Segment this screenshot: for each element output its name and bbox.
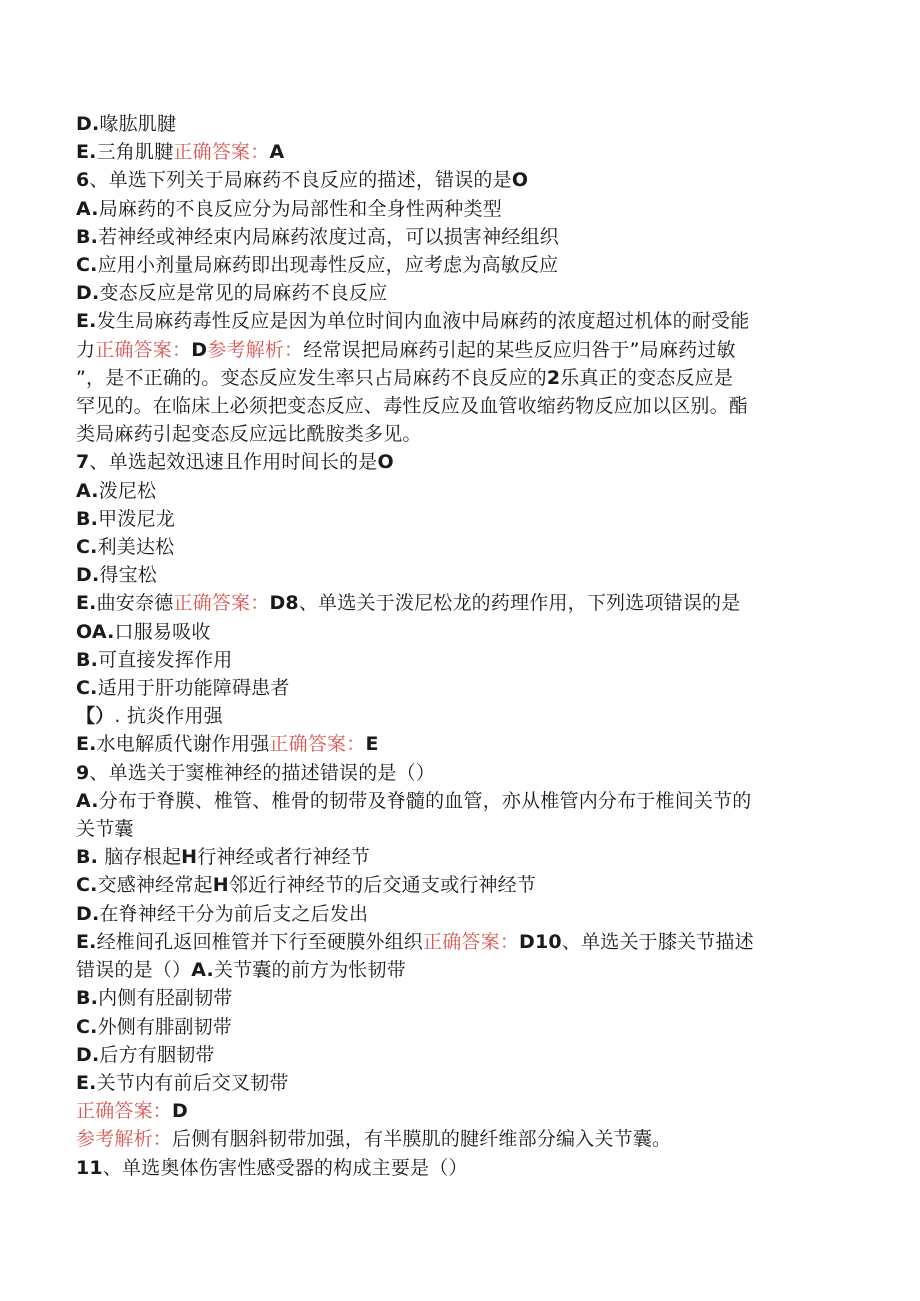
text-segment: 11	[76, 1156, 103, 1179]
text-segment: D.	[76, 902, 100, 925]
text-segment: 曲安奈德	[96, 592, 174, 615]
text-segment: 关节囊	[76, 818, 134, 841]
text-line	[76, 561, 846, 589]
text-segment: E.	[76, 310, 97, 333]
text-line	[76, 364, 846, 392]
text-segment: ”，是不正确的。变态反应发生率只占局麻药不良反应的	[76, 366, 547, 389]
text-line	[76, 843, 846, 871]
text-segment: 、单选下列关于局麻药不良反应的描述，错误的是	[89, 169, 512, 192]
text-segment: 外侧有腓副韧带	[97, 1015, 232, 1038]
text-line	[76, 1069, 846, 1097]
text-segment: B.	[76, 987, 99, 1010]
text-line	[76, 928, 846, 956]
text-segment: 甲泼尼龙	[98, 507, 175, 530]
text-segment: O	[511, 169, 529, 192]
text-segment: C.	[76, 254, 98, 277]
text-segment: 应用小剂量局麻药即出现毒性反应，应考虑为高敏反应	[97, 254, 559, 277]
text-segment: E	[365, 733, 379, 756]
text-segment: 6	[76, 169, 90, 192]
text-segment: 行神经或者行神经节	[197, 846, 371, 869]
text-segment: D	[191, 338, 208, 361]
text-segment: C.	[76, 677, 98, 700]
answer-label: 正确答案：	[269, 733, 366, 756]
text-segment: 利美达松	[97, 536, 175, 559]
text-segment: 经椎间孔返回椎管并下行至硬膜外组织	[96, 930, 424, 953]
text-segment: 水电解质代谢作用强	[96, 733, 270, 756]
text-line	[76, 900, 846, 928]
text-segment: 、单选起效迅速且作用时间长的是	[89, 451, 378, 474]
document-page	[76, 110, 846, 1182]
answer-label: 正确答案：	[173, 592, 270, 615]
text-segment: E.	[76, 1071, 97, 1094]
text-segment: O	[377, 451, 394, 474]
text-segment: B.	[76, 225, 99, 248]
text-segment: B.	[76, 648, 99, 671]
text-line	[76, 505, 846, 533]
text-segment: D.	[76, 282, 100, 305]
text-line	[76, 307, 846, 335]
answer-label: 正确答案：	[95, 338, 192, 361]
text-line	[76, 279, 846, 307]
text-line	[76, 1097, 846, 1125]
text-line	[76, 420, 846, 448]
text-line	[76, 871, 846, 899]
text-segment: 错误的是（）	[76, 959, 192, 982]
text-segment: 局麻药的不良反应分为局部性和全身性两种类型	[98, 197, 502, 220]
text-segment: D.	[76, 564, 100, 587]
text-segment: 内侧有胫副韧带	[98, 987, 233, 1010]
answer-label: 参考解析：	[76, 1128, 173, 1151]
text-line	[76, 730, 846, 758]
text-line	[76, 166, 846, 194]
text-segment: 变态反应是常见的局麻药不良反应	[99, 282, 388, 305]
text-line	[76, 392, 846, 420]
text-segment: D	[172, 1100, 188, 1123]
text-segment: D10	[519, 930, 562, 953]
text-segment: A.	[191, 959, 214, 982]
text-segment: 发生局麻药毒性反应是因为单位时间内血液中局麻药的浓度超过机体的耐受能	[96, 310, 750, 333]
text-segment: . 抗炎作用强	[114, 705, 223, 728]
text-segment: 、单选关于窦椎神经的描述错误的是（）	[89, 761, 436, 784]
text-line	[76, 1125, 846, 1153]
text-segment: B.	[76, 507, 99, 530]
text-segment: E.	[76, 930, 97, 953]
text-segment: C.	[76, 1015, 98, 1038]
text-segment: 交感神经常起	[97, 874, 213, 897]
text-segment: 【）	[76, 705, 115, 728]
text-line	[76, 110, 846, 138]
text-segment: 后方有胭韧带	[99, 1043, 215, 1066]
text-segment: 可直接发挥作用	[98, 648, 233, 671]
text-segment: 适用于肝功能障碍患者	[97, 677, 290, 700]
text-line	[76, 477, 846, 505]
text-segment: A.	[76, 479, 99, 502]
text-segment: D.	[76, 113, 100, 135]
text-segment: D.	[76, 1043, 100, 1066]
text-line	[76, 702, 846, 730]
text-line	[76, 1041, 846, 1069]
text-segment: 力	[76, 338, 96, 361]
text-segment: 、单选关于泼尼松龙的药理作用，下列选项错误的是	[298, 592, 741, 615]
text-segment: 7	[76, 451, 90, 474]
text-segment: D8	[269, 592, 299, 615]
text-line	[76, 815, 846, 843]
text-line	[76, 138, 846, 166]
text-segment: 经常误把局麻药引起的某些反应归咎于”局麻药过敏	[303, 338, 736, 361]
text-line	[76, 195, 846, 223]
text-segment: H	[212, 874, 229, 897]
text-line	[76, 984, 846, 1012]
text-segment: 得宝松	[99, 564, 157, 587]
text-segment: 在脊神经干分为前后支之后发出	[99, 902, 369, 925]
text-segment: C.	[76, 874, 98, 897]
answer-label: 正确答案：	[423, 930, 520, 953]
text-line	[76, 533, 846, 561]
text-segment: E.	[76, 141, 97, 164]
text-segment: 泼尼松	[98, 479, 157, 502]
text-segment: E.	[76, 592, 97, 615]
text-line	[76, 759, 846, 787]
text-segment: 后侧有胭斜韧带加强，有半膜肌的腱纤维部分编入关节囊。	[172, 1128, 672, 1151]
text-segment: C.	[76, 536, 98, 559]
text-segment: 、单选奥体伤害性感受器的构成主要是（）	[102, 1156, 468, 1179]
text-segment: 分布于脊膜、椎管、椎骨的韧带及脊髓的血管，亦从椎管内分布于椎间关节的	[98, 789, 752, 812]
text-segment: 罕见的。在临床上必须把变态反应、毒性反应及血管收缩药物反应加以区别。酯	[76, 395, 749, 418]
text-segment: 口服易吸收	[114, 620, 211, 643]
answer-label: 正确答案：	[173, 141, 270, 164]
text-segment: 三角肌腱	[96, 141, 174, 164]
text-segment: 关节囊的前方为怅韧带	[213, 959, 406, 982]
text-segment: 脑存根起	[98, 846, 182, 869]
text-line	[76, 223, 846, 251]
text-segment: H	[181, 846, 198, 869]
text-segment: 关节内有前后交叉韧带	[96, 1071, 289, 1094]
text-line	[76, 336, 846, 364]
text-segment: 乐真正的变态反应是	[560, 366, 734, 389]
text-line	[76, 251, 846, 279]
text-segment: A	[269, 141, 285, 164]
text-segment: 类局麻药引起变态反应远比酰胺类多见。	[76, 423, 422, 446]
text-segment: A.	[76, 789, 99, 812]
text-line	[76, 646, 846, 674]
text-segment: 喙肱肌腱	[99, 113, 177, 135]
text-segment: 邻近行神经节的后交通支或行神经节	[228, 874, 537, 897]
text-line	[76, 674, 846, 702]
text-segment: 、单选关于膝关节描述	[561, 930, 754, 953]
answer-label: 参考解析：	[207, 338, 304, 361]
text-line	[76, 1013, 846, 1041]
text-segment: OA.	[76, 620, 115, 643]
text-segment: 2	[546, 366, 561, 389]
text-line	[76, 956, 846, 984]
text-line	[76, 589, 846, 617]
text-segment: 9	[76, 761, 90, 784]
answer-label: 正确答案：	[76, 1100, 173, 1123]
text-segment: A.	[76, 197, 99, 220]
text-segment: B.	[76, 846, 99, 869]
text-line	[76, 1154, 846, 1182]
text-segment: E.	[76, 733, 97, 756]
text-line	[76, 618, 846, 646]
text-line	[76, 787, 846, 815]
text-line	[76, 448, 846, 476]
text-segment: 若神经或神经束内局麻药浓度过高，可以损害神经组织	[98, 225, 559, 248]
